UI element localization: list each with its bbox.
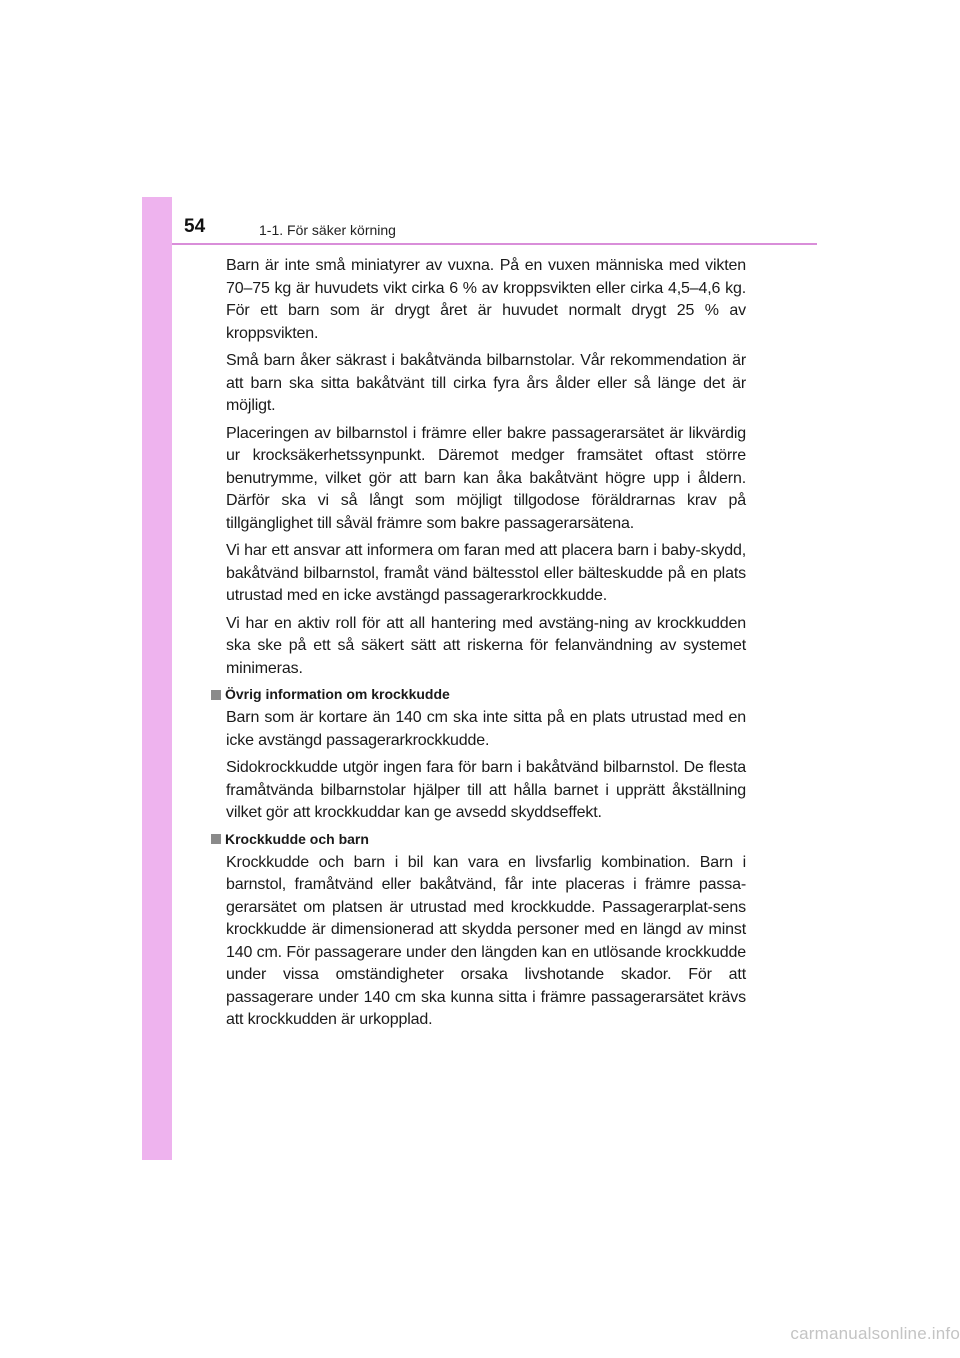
- intro-paragraph: Placeringen av bilbarnstol i främre eller bakre passagerarsätet är likvärdig ur krocksäkerhetssynpunkt. Däremot medger framsätet oftast större benutrymme, vilket gör att barn kan åka bakåtvänt högre upp i åldern. Därför ska vi så långt som möjligt tillgodose föräldrarnas krav på tillgänglighet till såväl främre som bakre passagerarsätena.: [226, 424, 746, 532]
- intro-paragraph: Små barn åker säkrast i bakåtvända bilbarnstolar. Vår rekommendation är att barn ska sitta bakåtvänt till cirka fyra års ålder eller så länge det är möjligt.: [226, 352, 746, 414]
- section-heading: [211, 830, 746, 849]
- watermark: carmanualsonline.info: [790, 1324, 960, 1343]
- square-bullet-icon: [211, 690, 221, 700]
- intro-paragraph: Vi har en aktiv roll för att all hantering med avstäng-ning av krockkudden ska ske på ett så säkert sätt att riskerna för felanvändning av systemet minimeras.: [226, 614, 746, 677]
- section-header: 1-1. För säker körning: [259, 222, 396, 238]
- side-color-band: [142, 197, 172, 1160]
- section-heading-text: Krockkudde och barn: [225, 830, 369, 847]
- page-content: [211, 255, 746, 1037]
- section-paragraph: Barn som är kortare än 140 cm ska inte sitta på en plats utrustad med en icke avstängd passagerarkrockkudde.: [226, 709, 746, 749]
- section-heading: [211, 685, 746, 704]
- page-number: 54: [184, 216, 206, 237]
- section-paragraph: Krockkudde och barn i bil kan vara en livsfarlig kombination. Barn i barnstol, framåtvänd eller bakåtvänd, får inte placeras i främre passa-gerarsätet om platsen är utrustad med krockkudde. Passagerarplat-sens krockkudde är dimensionerad att skydda personer med en längd av minst 140 cm. För passagerare under den längden kan en utlösande krockkudde under vissa omständigheter orsaka livshotande skador. För att passagerare under 140 cm ska kunna sitta i främre passagerarsätet krävs att krockkudden är urkopplad.: [226, 853, 746, 1028]
- intro-paragraph: Barn är inte små miniatyrer av vuxna. På en vuxen människa med vikten 70–75 kg är huvudets vikt cirka 6 % av kroppsvikten eller cirka 4,5–4,6 kg. För ett barn som är drygt året är huvudet normalt drygt 25 % av kroppsvikten.: [226, 257, 746, 342]
- header-rule: [172, 243, 817, 245]
- square-bullet-icon: [211, 834, 221, 844]
- section-paragraph: Sidokrockkudde utgör ingen fara för barn i bakåtvänd bilbarnstol. De flesta framåtvända bilbarnstolar hjälper till att hålla barnet i upprätt åkställning vilket gör att krockkuddar kan ge avsedd skyddseffekt.: [226, 759, 746, 821]
- section-heading-text: Övrig information om krockkudde: [225, 686, 450, 702]
- intro-paragraph: Vi har ett ansvar att informera om faran med att placera barn i baby-skydd, bakåtvänd bilbarnstol, framåt vänd bältesstol eller bälteskudde på en plats utrustad med en icke avstängd passagerarkrockkudde.: [226, 542, 746, 604]
